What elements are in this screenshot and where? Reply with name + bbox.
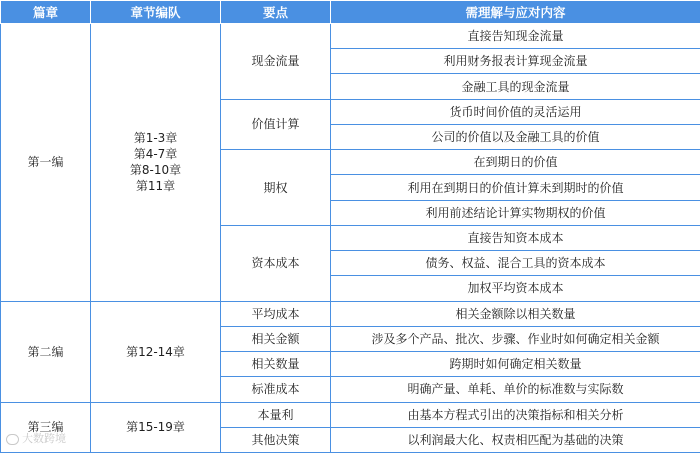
point-cell: 相关金额 bbox=[221, 326, 331, 351]
header-chapters: 章节编队 bbox=[91, 1, 221, 24]
content-cell: 公司的价值以及金融工具的价值 bbox=[331, 124, 700, 149]
point-cell: 平均成本 bbox=[221, 301, 331, 326]
part-name: 第一编 bbox=[1, 24, 91, 302]
part-chapters: 第15-19章 bbox=[91, 402, 221, 452]
content-cell: 以利润最大化、权责相匹配为基础的决策 bbox=[331, 427, 700, 452]
content-cell: 货币时间价值的灵活运用 bbox=[331, 99, 700, 124]
content-cell: 直接告知资本成本 bbox=[331, 225, 700, 250]
header-point: 要点 bbox=[221, 1, 331, 24]
content-cell: 金融工具的现金流量 bbox=[331, 74, 700, 99]
content-cell: 跨期时如何确定相关数量 bbox=[331, 352, 700, 377]
chapter-label: 第8-10章 bbox=[129, 163, 182, 178]
point-cell: 相关数量 bbox=[221, 352, 331, 377]
chapter-label: 第1-3章 bbox=[133, 131, 178, 146]
watermark-logo-icon bbox=[6, 434, 19, 445]
chapter-label: 第11章 bbox=[135, 179, 176, 194]
content-cell: 利用财务报表计算现金流量 bbox=[331, 49, 700, 74]
content-cell: 利用前述结论计算实物期权的价值 bbox=[331, 200, 700, 225]
table-row bbox=[1, 402, 700, 427]
point-cell: 资本成本 bbox=[221, 225, 331, 301]
content-cell: 相关金额除以相关数量 bbox=[331, 301, 700, 326]
part-chapters: 第12-14章 bbox=[91, 301, 221, 402]
part-chapters bbox=[91, 24, 221, 302]
table-row bbox=[1, 301, 700, 326]
part-name: 第二编 bbox=[1, 301, 91, 402]
table-row bbox=[1, 24, 700, 49]
content-cell: 在到期日的价值 bbox=[331, 150, 700, 175]
point-cell: 本量利 bbox=[221, 402, 331, 427]
header-part: 篇章 bbox=[1, 1, 91, 24]
point-cell: 其他决策 bbox=[221, 427, 331, 452]
content-cell: 直接告知现金流量 bbox=[331, 24, 700, 49]
content-cell: 加权平均资本成本 bbox=[331, 276, 700, 301]
content-cell: 涉及多个产品、批次、步骤、作业时如何确定相关金额 bbox=[331, 326, 700, 351]
content-cell: 由基本方程式引出的决策指标和相关分析 bbox=[331, 402, 700, 427]
point-cell: 标准成本 bbox=[221, 377, 331, 402]
content-cell: 利用在到期日的价值计算未到期时的价值 bbox=[331, 175, 700, 200]
part-name: 第三编 bbox=[1, 402, 91, 452]
watermark-text: 大数跨境 bbox=[22, 432, 66, 445]
watermark bbox=[6, 430, 66, 446]
point-cell: 现金流量 bbox=[221, 24, 331, 100]
point-cell: 期权 bbox=[221, 150, 331, 226]
header-row bbox=[1, 1, 700, 24]
chapter-label: 第4-7章 bbox=[133, 147, 178, 162]
content-cell: 明确产量、单耗、单价的标准数与实际数 bbox=[331, 377, 700, 402]
header-content: 需理解与应对内容 bbox=[331, 1, 700, 24]
content-cell: 债务、权益、混合工具的资本成本 bbox=[331, 251, 700, 276]
point-cell: 价值计算 bbox=[221, 99, 331, 149]
